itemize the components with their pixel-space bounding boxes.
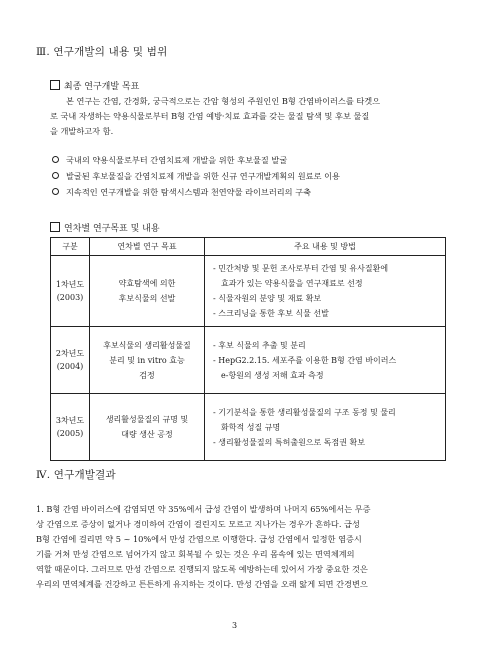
table-header: 주요 내용 및 방법 bbox=[205, 238, 446, 256]
table-header: 구분 bbox=[51, 238, 90, 256]
paragraph-line: 본 연구는 간염, 간경화, 궁극적으로는 간암 형성의 주원인인 B형 간염바이러스를 타겟으 bbox=[66, 96, 381, 106]
year-cell: 2차년도 (2004) bbox=[51, 327, 90, 394]
goal-cell: 생리활성물질의 규명 및 대량 생산 공정 bbox=[90, 394, 205, 461]
results-paragraph bbox=[36, 502, 448, 592]
paragraph-line: 역할 때문이다. 그러므로 만성 간염으로 진행되지 않도록 예방하는데 있어서 가장 중요한 것은 bbox=[36, 564, 368, 574]
final-goal-paragraph bbox=[50, 94, 446, 139]
paragraph-line: 우리의 면역체계를 건강하고 튼튼하게 유지하는 것이다. 만성 간염을 오래 앓게 되면 간경변으 bbox=[36, 579, 368, 589]
goal-bullet: 국내의 약용식물로부터 간염치료제 개발을 위한 후보물질 발굴 bbox=[52, 155, 287, 166]
circle-bullet-icon bbox=[52, 188, 59, 195]
paragraph-line: 을 개발하고자 함. bbox=[50, 126, 114, 136]
page-number: 3 bbox=[232, 621, 238, 630]
paragraph-line: 기를 거쳐 만성 간염으로 넘어가지 않고 회복될 수 있는 것은 우리 몸속에 있는 면역체계의 bbox=[36, 549, 355, 559]
final-goal-heading: 최종 연구개발 목표 bbox=[50, 79, 139, 92]
year-cell: 1차년도 (2003) bbox=[51, 256, 90, 327]
goal-bullet: 지속적인 연구개발을 위한 탐색시스템과 천연약물 라이브러리의 구축 bbox=[52, 187, 311, 198]
paragraph-line: 상 간염으로 증상이 없거나 경미하여 간염이 걸린지도 모르고 지나가는 경우가 흔하다. 급성 bbox=[36, 519, 360, 529]
section-3-title: Ⅲ. 연구개발의 내용 및 범위 bbox=[36, 46, 168, 58]
circle-bullet-icon bbox=[52, 156, 59, 163]
year-cell: 3차년도 (2005) bbox=[51, 394, 90, 461]
table-row bbox=[51, 327, 446, 394]
paragraph-line: 로 국내 자생하는 약용식물로부터 B형 간염 예방·치료 효과를 갖는 물질 탐색 및 후보 물질 bbox=[50, 111, 370, 121]
content-cell: - 기기분석을 통한 생리활성물질의 구조 동정 및 물리 화학적 성질 규명 - 생리활성물질의 특허출원으로 독점권 확보 bbox=[205, 394, 446, 461]
paragraph-line: 1. B형 간염 바이러스에 감염되면 약 35%에서 급성 간염이 발생하며 나머지 65%에서는 무증 bbox=[36, 504, 371, 514]
section-4-title: Ⅳ. 연구개발결과 bbox=[36, 469, 116, 481]
yearly-goal-table bbox=[50, 237, 446, 461]
goal-bullet: 발굴된 후보물질을 간염치료제 개발을 위한 신규 연구개발계획의 원료로 이용 bbox=[52, 171, 340, 182]
table-row bbox=[51, 394, 446, 461]
goal-cell: 후보식물의 생리활성물질 분리 및 in vitro 효능 검정 bbox=[90, 327, 205, 394]
yearly-goal-heading: 연차별 연구목표 및 내용 bbox=[50, 221, 160, 234]
circle-bullet-icon bbox=[52, 172, 59, 179]
table-header: 연차별 연구 목표 bbox=[90, 238, 205, 256]
table-row bbox=[51, 256, 446, 327]
paragraph-line: B형 간염에 걸리면 약 5 ~ 10%에서 만성 간염으로 이행한다. 급성 간염에서 일정한 염증시 bbox=[36, 534, 362, 544]
goal-cell: 약효탐색에 의한 후보식물의 선발 bbox=[90, 256, 205, 327]
table-header-row bbox=[51, 238, 446, 256]
content-cell: - 후보 식물의 추출 및 분리 - HepG2.2.15. 세포주를 이용한 B형 간염 바이러스 e-항원의 생성 저해 효과 측정 bbox=[205, 327, 446, 394]
checkbox-square-icon bbox=[50, 80, 60, 90]
content-cell: - 민간처방 및 문헌 조사로부터 간염 및 유사질환에 효과가 있는 약용식물을 연구재료로 선정 - 식물자원의 분양 및 재료 확보 - 스크리닝을 통한 후보 식물 선발 bbox=[205, 256, 446, 327]
checkbox-square-icon bbox=[50, 222, 60, 232]
